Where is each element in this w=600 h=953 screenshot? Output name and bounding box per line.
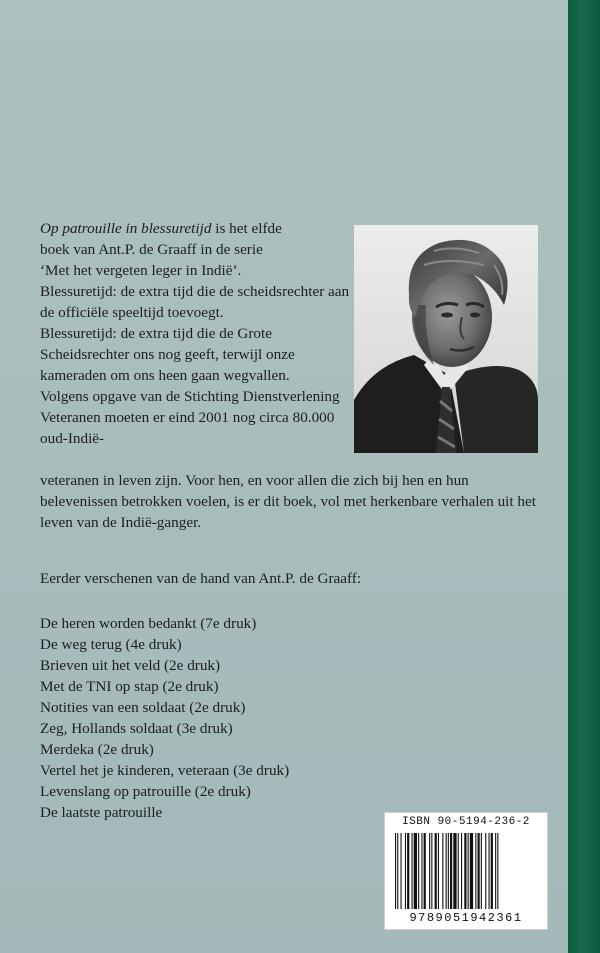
book-list-item: Notities van een soldaat (2e druk) (40, 699, 246, 716)
isbn-barcode (384, 812, 548, 930)
definition-2: Blessuretijd: de extra tijd die de Grote Scheidsrechter ons nog geeft, terwijl onze kameraden om ons heen gaan wegvallen. (40, 325, 295, 384)
earlier-works-list (40, 613, 400, 823)
barcode-bar (407, 833, 409, 909)
barcode-bar (438, 833, 439, 909)
book-list-item: De heren worden bedankt (7e druk) (40, 615, 257, 632)
barcode-bar (418, 833, 419, 909)
veterans-paragraph-lead: Volgens opgave van de Stichting Dienstverlening Veteranen moeten er eind 2001 nog circa 80.000 oud-Indië- (40, 388, 340, 447)
barcode-bar (461, 833, 462, 909)
blurb-intro (40, 218, 352, 449)
earlier-works-heading: Eerder verschenen van de hand van Ant.P. de Graaff: (40, 570, 362, 587)
book-list-item: Met de TNI op stap (2e druk) (40, 678, 219, 695)
barcode-bar (448, 833, 449, 909)
barcode-bar (489, 833, 490, 909)
barcode-bar (491, 833, 493, 909)
barcode-bar (464, 833, 466, 909)
blurb-line-1: Op patrouille in blessuretijd is het elfde (40, 220, 282, 237)
blurb-line-2: boek van Ant.P. de Graaff in de serie (40, 241, 263, 258)
book-list-item: De weg terug (4e druk) (40, 636, 182, 653)
barcode-bar (401, 833, 402, 909)
barcode-bar (424, 833, 426, 909)
barcode-bar (485, 833, 486, 909)
barcode-bar (478, 833, 480, 909)
barcode-bar (397, 833, 398, 909)
isbn-label: ISBN 90-5194-236-2 (402, 816, 530, 828)
barcode-bar (435, 833, 437, 909)
barcode-bar (458, 833, 459, 909)
barcode-bar (475, 833, 476, 909)
barcode-bar (412, 833, 413, 909)
barcode-bar (431, 833, 432, 909)
barcode-bar (450, 833, 452, 909)
barcode-bar (470, 833, 473, 909)
barcode-bar (429, 833, 430, 909)
blurb-line-3: ‘Met het vergeten leger in Indië’. (40, 262, 242, 279)
barcode-bar (446, 833, 447, 909)
barcode-bar (395, 833, 396, 909)
barcode-bars (395, 833, 537, 909)
barcode-bar (453, 833, 456, 909)
author-portrait-photo (354, 225, 538, 453)
barcode-bar (442, 833, 443, 909)
book-list-item: Levenslang op patrouille (2e druk) (40, 783, 251, 800)
barcode-bar (497, 833, 498, 909)
barcode-bar (421, 833, 422, 909)
book-list-item: Merdeka (2e druk) (40, 741, 154, 758)
book-spine-edge (568, 0, 600, 953)
definition-1: Blessuretijd: de extra tijd die de scheidsrechter aan de officiële speeltijd toevoegt. (40, 283, 350, 321)
barcode-bar (405, 833, 406, 909)
barcode-bar (481, 833, 482, 909)
author-portrait-image (354, 225, 538, 453)
book-title: Op patrouille in blessuretijd (40, 220, 212, 237)
book-list-item: Zeg, Hollands soldaat (3e druk) (40, 720, 233, 737)
ean-number: 9789051942361 (409, 911, 523, 925)
barcode-bar (468, 833, 469, 909)
book-list-item: De laatste patrouille (40, 804, 163, 821)
veterans-paragraph-tail: veteranen in leven zijn. Voor hen, en voor allen die zich bij hen en hun belevenissen betrokken voelen, is er dit boek, vol met herkenbare verhalen uit het leven van de Indië-ganger. (40, 472, 536, 531)
barcode-bar (414, 833, 417, 909)
book-list-item: Brieven uit het veld (2e druk) (40, 657, 221, 674)
book-list-item: Vertel het je kinderen, veteraan (3e druk) (40, 762, 290, 779)
barcode-bar (495, 833, 496, 909)
